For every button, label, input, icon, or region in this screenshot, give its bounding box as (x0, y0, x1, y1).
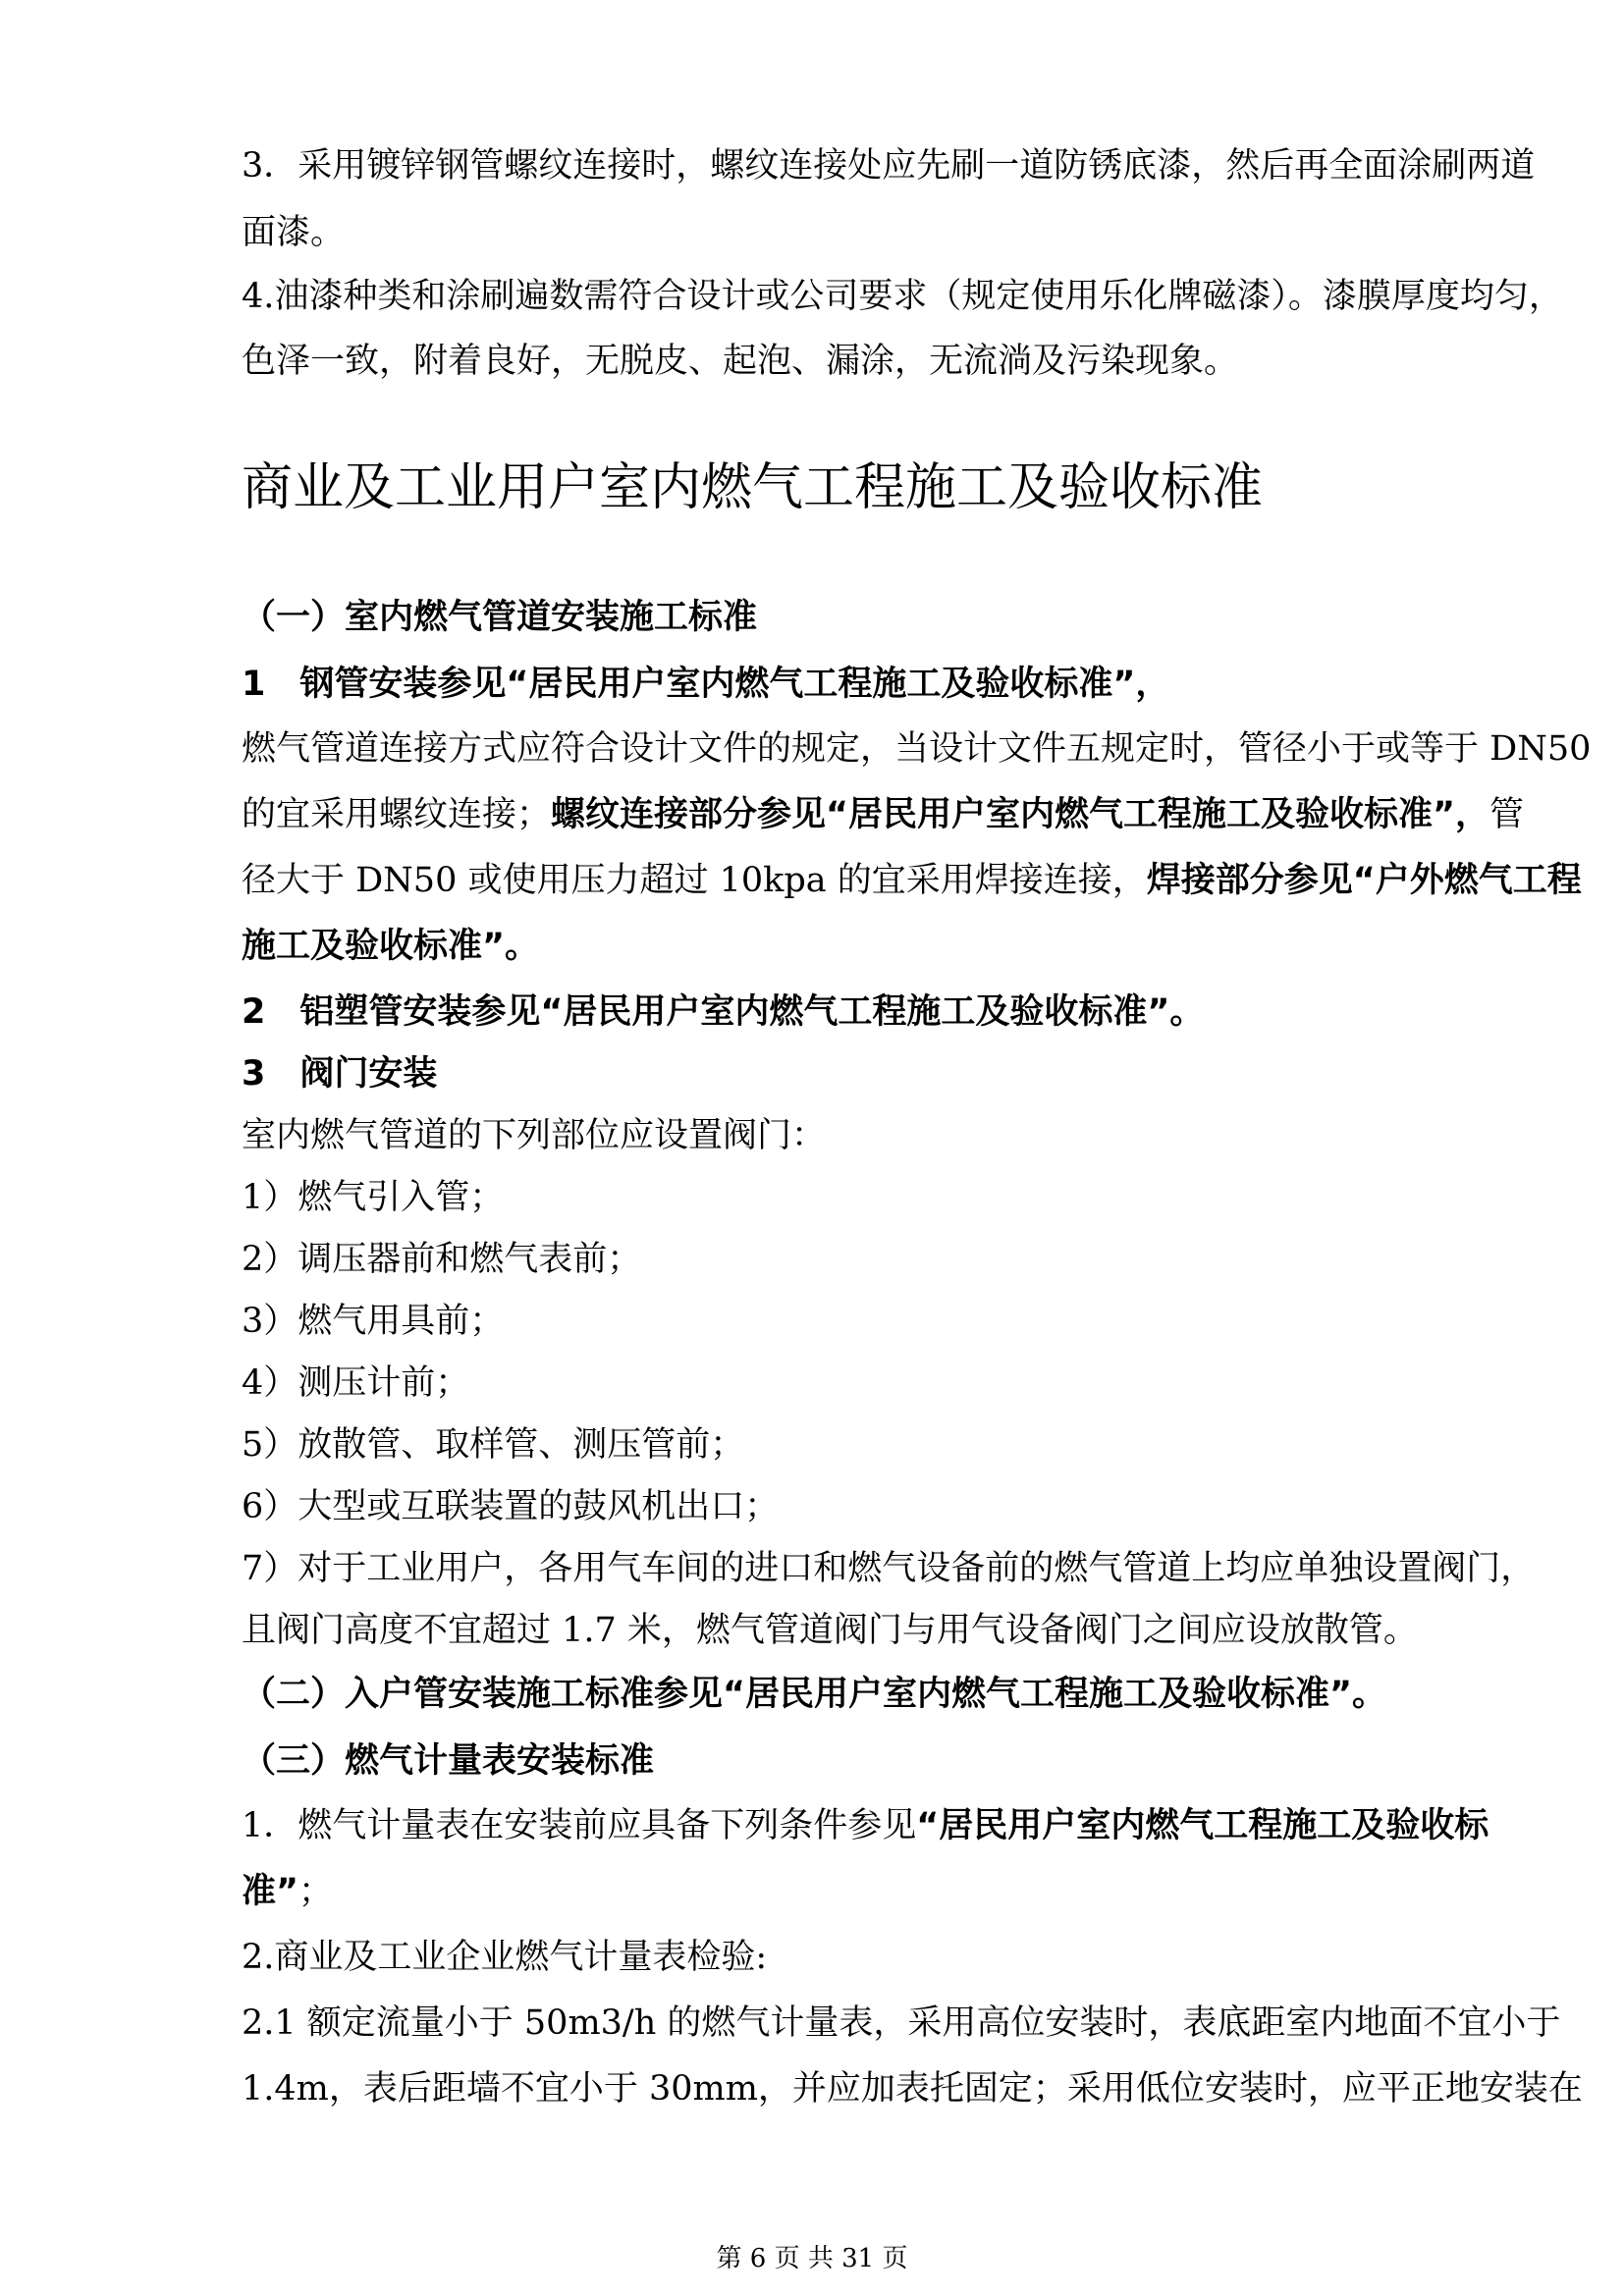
item-3-heading: 3 阀门安装 (242, 1054, 438, 1094)
subsection-3-p21-line-1 (242, 2000, 1561, 2047)
text-run: 的宜采用螺纹连接； (242, 795, 552, 834)
paragraph-text: 燃气管道连接方式应符合设计文件的规定，当设计文件五规定时，管径小于或等于 DN50 (242, 729, 1592, 769)
text-run: ； (298, 1872, 334, 1911)
text-run-bold: 螺纹连接部分参见“居民用户室内燃气工程施工及验收标准”， (551, 795, 1490, 834)
item-2-heading: 2 铝塑管安装参见“居民用户室内燃气工程施工及验收标准”。 (242, 992, 1205, 1032)
subsection-1-heading: （一）室内燃气管道安装施工标准 (242, 598, 758, 637)
paragraph-text: 7）对于工业用户，各用气车间的进口和燃气设备前的燃气管道上均应单独设置阀门， (242, 1549, 1536, 1588)
paragraph-4-line-1 (242, 273, 1563, 320)
subsection-3-p1-line-2 (242, 1868, 333, 1915)
list-item: 1）燃气引入管； (242, 1178, 505, 1217)
paragraph-4-line-2: 色泽一致，附着良好，无脱皮、起泡、漏涂，无流淌及污染现象。 (242, 342, 1239, 381)
subsection-3-p1-line-1 (242, 1802, 1489, 1849)
paragraph-3-line-2: 面漆。 (242, 213, 346, 252)
list-item: 4）测压计前； (242, 1363, 470, 1403)
paragraph-text: 1.4m，表后距墙不宜小于 30mm，并应加表托固定；采用低位安装时，应平正地安装在 (242, 2069, 1583, 2109)
text-run-bold: 准” (242, 1872, 299, 1911)
item-1-line-4: 施工及验收标准”。 (242, 927, 540, 966)
item-1-line-2 (242, 791, 1524, 838)
paragraph-text: 2.1 额定流量小于 50m3/h 的燃气计量表，采用高位安装时，表底距室内地面不宜小于 (242, 2003, 1561, 2043)
list-item-7-line-1 (242, 1545, 1536, 1592)
list-item: 2）调压器前和燃气表前； (242, 1240, 642, 1279)
page-footer: 第 6 页 共 31 页 (716, 2244, 908, 2273)
paragraph-text: 4.油漆种类和涂刷遍数需符合设计或公司要求（规定使用乐化牌磁漆）。漆膜厚度均匀， (242, 277, 1563, 316)
text-run: 径大于 DN50 或使用压力超过 10kpa 的宜采用焊接连接， (242, 861, 1147, 900)
paragraph-text: 3．采用镀锌钢管螺纹连接时，螺纹连接处应先刷一道防锈底漆，然后再全面涂刷两道 (242, 146, 1536, 186)
subsection-2-heading: （二）入户管安装施工标准参见“居民用户室内燃气工程施工及验收标准”。 (242, 1675, 1387, 1714)
text-run-bold: “居民用户室内燃气工程施工及验收标 (916, 1806, 1489, 1845)
subsection-3-p2: 2.商业及工业企业燃气计量表检验: (242, 1938, 768, 1977)
item-3-intro: 室内燃气管道的下列部位应设置阀门： (242, 1116, 827, 1155)
item-1-line-1 (242, 725, 1592, 773)
text-run-bold: 焊接部分参见“户外燃气工程 (1146, 861, 1582, 900)
list-item: 6）大型或互联装置的鼓风机出口； (242, 1487, 780, 1526)
section-title: 商业及工业用户室内燃气工程施工及验收标准 (242, 458, 1264, 517)
list-item: 3）燃气用具前； (242, 1302, 505, 1341)
text-run: 管 (1489, 795, 1525, 834)
item-1-line-3 (242, 857, 1582, 904)
list-item-7-line-2: 且阀门高度不宜超过 1.7 米，燃气管道阀门与用气设备阀门之间应设放散管。 (242, 1611, 1418, 1650)
subsection-3-p21-line-2 (242, 2065, 1583, 2112)
paragraph-3-line-1 (242, 142, 1536, 189)
item-1-heading: 1 钢管安装参见“居民用户室内燃气工程施工及验收标准”， (242, 665, 1170, 704)
text-run: 1．燃气计量表在安装前应具备下列条件参见 (242, 1806, 917, 1845)
subsection-3-heading: （三）燃气计量表安装标准 (242, 1741, 655, 1781)
list-item: 5）放散管、取样管、测压管前； (242, 1425, 745, 1465)
